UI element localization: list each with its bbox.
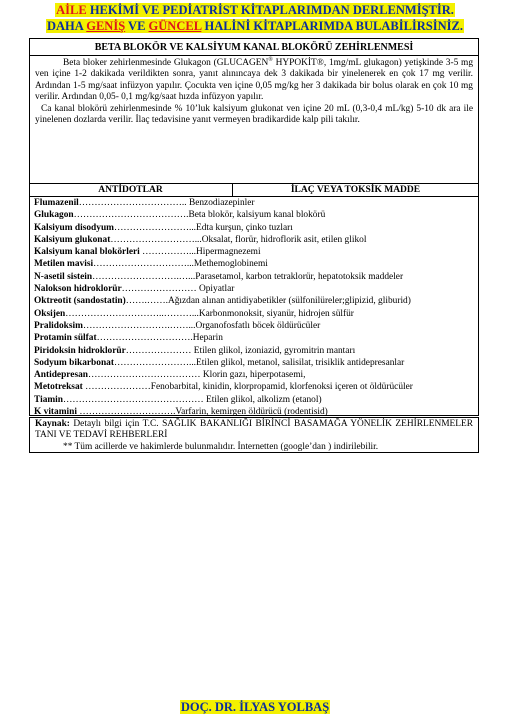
dot-leader: ……………………... (113, 357, 197, 368)
source-text (35, 419, 473, 442)
toxic-agent: Methemoglobinemi (193, 259, 268, 270)
toxic-agent: Opiyatlar (196, 284, 235, 295)
toxic-agent: Etilen glikol, izoniazid, gyromitrin mantarı (193, 345, 356, 356)
table-row (34, 332, 474, 344)
antidote-name: Oksijen (34, 308, 66, 319)
antidote-name: K vitamini (34, 407, 77, 418)
dot-leader: ………………………... (110, 234, 202, 245)
toxic-agent: Organofosfatlı böcek öldürücüler (195, 320, 321, 331)
dot-leader: ……………………………………… (63, 394, 206, 405)
table-row (34, 258, 474, 270)
toxic-agent: Etilen glikol, metanol, salisilat, trisiklik antidepresanlar (196, 357, 405, 368)
dot-leader: …….……. (125, 296, 168, 307)
antidote-name: Metotreksat (34, 382, 83, 393)
toxic-agent: Parasetamol, karbon tetraklorür, hepatotoksik maddeler (195, 271, 404, 282)
antidote-table-body (34, 197, 474, 418)
antidote-name: Antidepresan (34, 370, 89, 381)
table-row (34, 394, 474, 406)
table-row (34, 357, 474, 369)
antidote-name: Nalokson hidroklorür (34, 284, 122, 295)
dot-leader: …………………………... (93, 259, 194, 270)
intro-paragraph-1 (35, 58, 473, 104)
banner-text-c: HALİNİ KİTAPLARIMDA BULABİLİRSİNİZ. (201, 19, 463, 33)
banner-word-guncel: GÜNCEL (148, 19, 202, 33)
p1-part-a: Beta bloker zehirlenmesinde Glukagon (GLUCAGEN (63, 58, 269, 68)
table-row (34, 369, 474, 381)
author-name: DOÇ. DR. İLYAS YOLBAŞ (180, 700, 330, 714)
dot-leader: ……………………... (113, 222, 197, 233)
antidote-name: N-asetil sistein (34, 271, 93, 282)
table-header (30, 183, 478, 197)
poisoning-info-box (29, 38, 479, 416)
toxic-agent: Beta blokör, kalsiyum kanal blokörü (188, 210, 326, 221)
source-reference: Detaylı bilgi için T.C. SAĞLIK BAKANLIĞI BİRİNCİ BASAMAĞA YÖNELİK ZEHİRLENMELER TANI VE TEDAVİ REHBERLERİ (35, 419, 473, 441)
dot-leader: …………………………..………... (65, 308, 199, 319)
toxic-agent: Heparin (192, 333, 223, 344)
dot-leader: ………………… (125, 345, 194, 356)
dot-leader: ……………………….…... (92, 271, 196, 282)
table-row (34, 308, 474, 320)
dot-leader: …………………… (121, 284, 197, 295)
toxic-agent: Fenobarbital, kinidin, klorpropamid, klorfenoksi içeren ot öldürücüler (150, 382, 413, 393)
source-note: ** Tüm acillerde ve hakimlerde bulunmalıdır. İnternetten (google’dan ) indirilebilir. (63, 441, 379, 452)
banner-line-1-text: HEKİMİ VE PEDİATRİST KİTAPLARIMDAN DERLENMİŞTİR. (86, 3, 454, 17)
toxic-agent: Benzodiazepinler (188, 198, 255, 208)
toxic-agent: Varfarin, kemirgen öldürücü (rodentisid) (175, 407, 328, 418)
table-row (34, 320, 474, 332)
table-row (34, 246, 474, 258)
intro-paragraph-2: Ca kanal blokörü zehirlenmesinde % 10’luk kalsiyum glukonat ven içine 20 mL (0,3-0,4 mL/kg) 5-10 dk ara ile yinelenen dozlarda verilir. İlaç tedavisine yanıt vermeyen bradikardide kalp pili takılır. (35, 103, 473, 126)
toxic-agent: Etilen glikol, alkolizm (etanol) (205, 394, 322, 405)
antidote-name: Kalsiyum disodyum (34, 222, 114, 233)
table-row (34, 381, 474, 393)
source-box (29, 417, 479, 453)
toxic-agent: Ağızdan alınan antidiyabetikler (sülfonilüreler;glipizid, gliburid) (167, 296, 411, 307)
toxic-agent: Karbonmonoksit, siyanür, hidrojen sülfür (198, 308, 354, 319)
banner-word-genis: GENİŞ (86, 19, 126, 33)
source-label: Kaynak: (35, 419, 70, 429)
author-footer (0, 699, 510, 715)
antidote-name: Pralidoksim (34, 320, 83, 331)
table-row (34, 295, 474, 307)
antidote-name: Flumazenil (34, 198, 79, 208)
antidote-name: Oktreotit (sandostatin) (34, 296, 126, 307)
toxic-agent: Edta kurşun, çinko tuzları (196, 222, 293, 233)
dot-leader: ……………... (139, 247, 196, 258)
table-row (34, 234, 474, 246)
dot-leader: ……………………………… (88, 370, 203, 381)
toxic-agent: Klorin gazı, hiperpotasemi, (202, 370, 306, 381)
table-row (34, 283, 474, 295)
table-row (34, 197, 474, 209)
dot-leader: ……………………….……... (82, 320, 196, 331)
column-antidotes: ANTİDOTLAR (98, 185, 163, 195)
table-row (34, 209, 474, 221)
table-row (34, 222, 474, 234)
banner-line-2 (0, 18, 510, 34)
table-row (34, 345, 474, 357)
toxic-agent: Oksalat, florür, hidroflorik asit, etilen glikol (201, 234, 367, 245)
dot-leader: ………………… (82, 382, 151, 393)
antidote-name: Kalsiyum kanal blokörleri (34, 247, 140, 258)
antidote-name: Kalsiyum glukonat (34, 234, 111, 245)
antidote-name: Sodyum bikarbonat (34, 357, 114, 368)
banner-line-1 (0, 2, 510, 18)
antidote-name: Tiamin (34, 394, 64, 405)
banner-text-a: DAHA (47, 19, 87, 33)
antidote-name: Glukagon (34, 210, 74, 221)
intro-text (35, 58, 473, 182)
antidote-name: Metilen mavisi (34, 259, 94, 270)
dot-leader: …………………………. (76, 407, 176, 418)
dot-leader: …………………………. (96, 333, 193, 344)
column-agents: İLAÇ VEYA TOKSİK MADDE (232, 184, 478, 196)
banner-red-word: AİLE (56, 3, 87, 17)
dot-leader: ………………………………. (73, 210, 189, 221)
antidote-name: Piridoksin hidroklorür (34, 345, 126, 356)
p1-part-b: HYPOKİT®, 1mg/mL glukagon) yetişkinde 3-5 mg ven içine 1-2 dakikada verildikten sonra, yanıt alınıncaya dek 3 dakikada bir yinelenerek en çok 17 mg verilir. Ardından 1-5 mg/saat infüzyon yapılır. Çocukta ven içine 0,05 mg/kg her 3 dakikada bir bolus olarak en çok 10 mg verilir. Ardından 0,05- 0,1 mg/kg/saat hızda infüzyon yapılır. (35, 58, 474, 103)
table-row (34, 271, 474, 283)
banner-text-b: VE (125, 19, 149, 33)
dot-leader: …………………………….. (78, 198, 189, 208)
antidote-name: Protamin sülfat (34, 333, 97, 344)
registered-mark: ® (268, 56, 273, 63)
box-title: BETA BLOKÖR VE KALSİYUM KANAL BLOKÖRÜ ZEHİRLENMESİ (30, 41, 478, 56)
toxic-agent: Hipermagnezemi (196, 247, 261, 258)
